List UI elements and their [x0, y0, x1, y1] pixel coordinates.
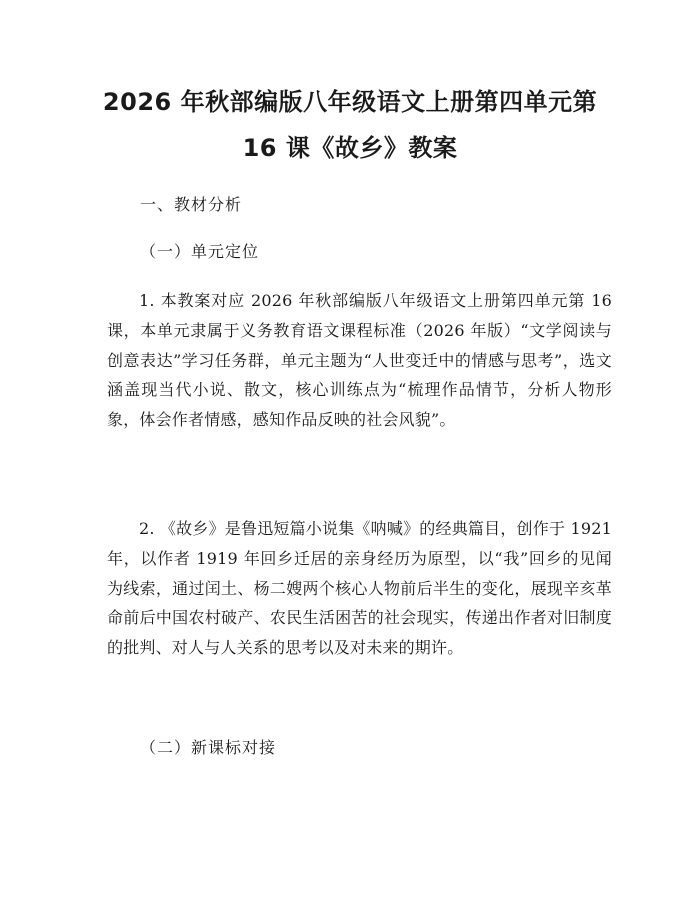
section-heading-analysis: 一、教材分析: [140, 195, 243, 214]
paragraph-text-introduction: 2. 《故乡》是鲁迅短篇小说集《呐喊》的经典篇目，创作于 1921 年，以作者 1919 年回乡迁居的亲身经历为原型，以“我”回乡的见闻为线索，通过闰土、杨二嫂两个核心人物前后半生的变化，展现辛亥革命前后中国农村破产、农民生活困苦的社会现实，传递出作者对旧制度的批判、对人与人关系的思考以及对未来的期许。: [107, 519, 612, 658]
document-title-line-1: 2026 年秋部编版八年级语文上册第四单元第: [102, 88, 598, 116]
paragraph-unit-position: 1. 本教案对应 2026 年秋部编版八年级语文上册第四单元第 16 课，本单元隶属于义务教育语文课程标准（2026 年版）“文学阅读与创意表达”学习任务群，单元主题为“人世变迁中的情感与思考”，选文涵盖现当代小说、散文，核心训练点为“梳理作品情节，分析人物形象，体会作者情感，感知作品反映的社会风貌”。: [107, 291, 612, 430]
subsection-heading-unit-position: （一）单元定位: [140, 242, 260, 261]
document-title-line-2: 16 课《故乡》教案: [242, 134, 458, 162]
subsection-heading-curriculum: （二）新课标对接: [140, 738, 277, 757]
